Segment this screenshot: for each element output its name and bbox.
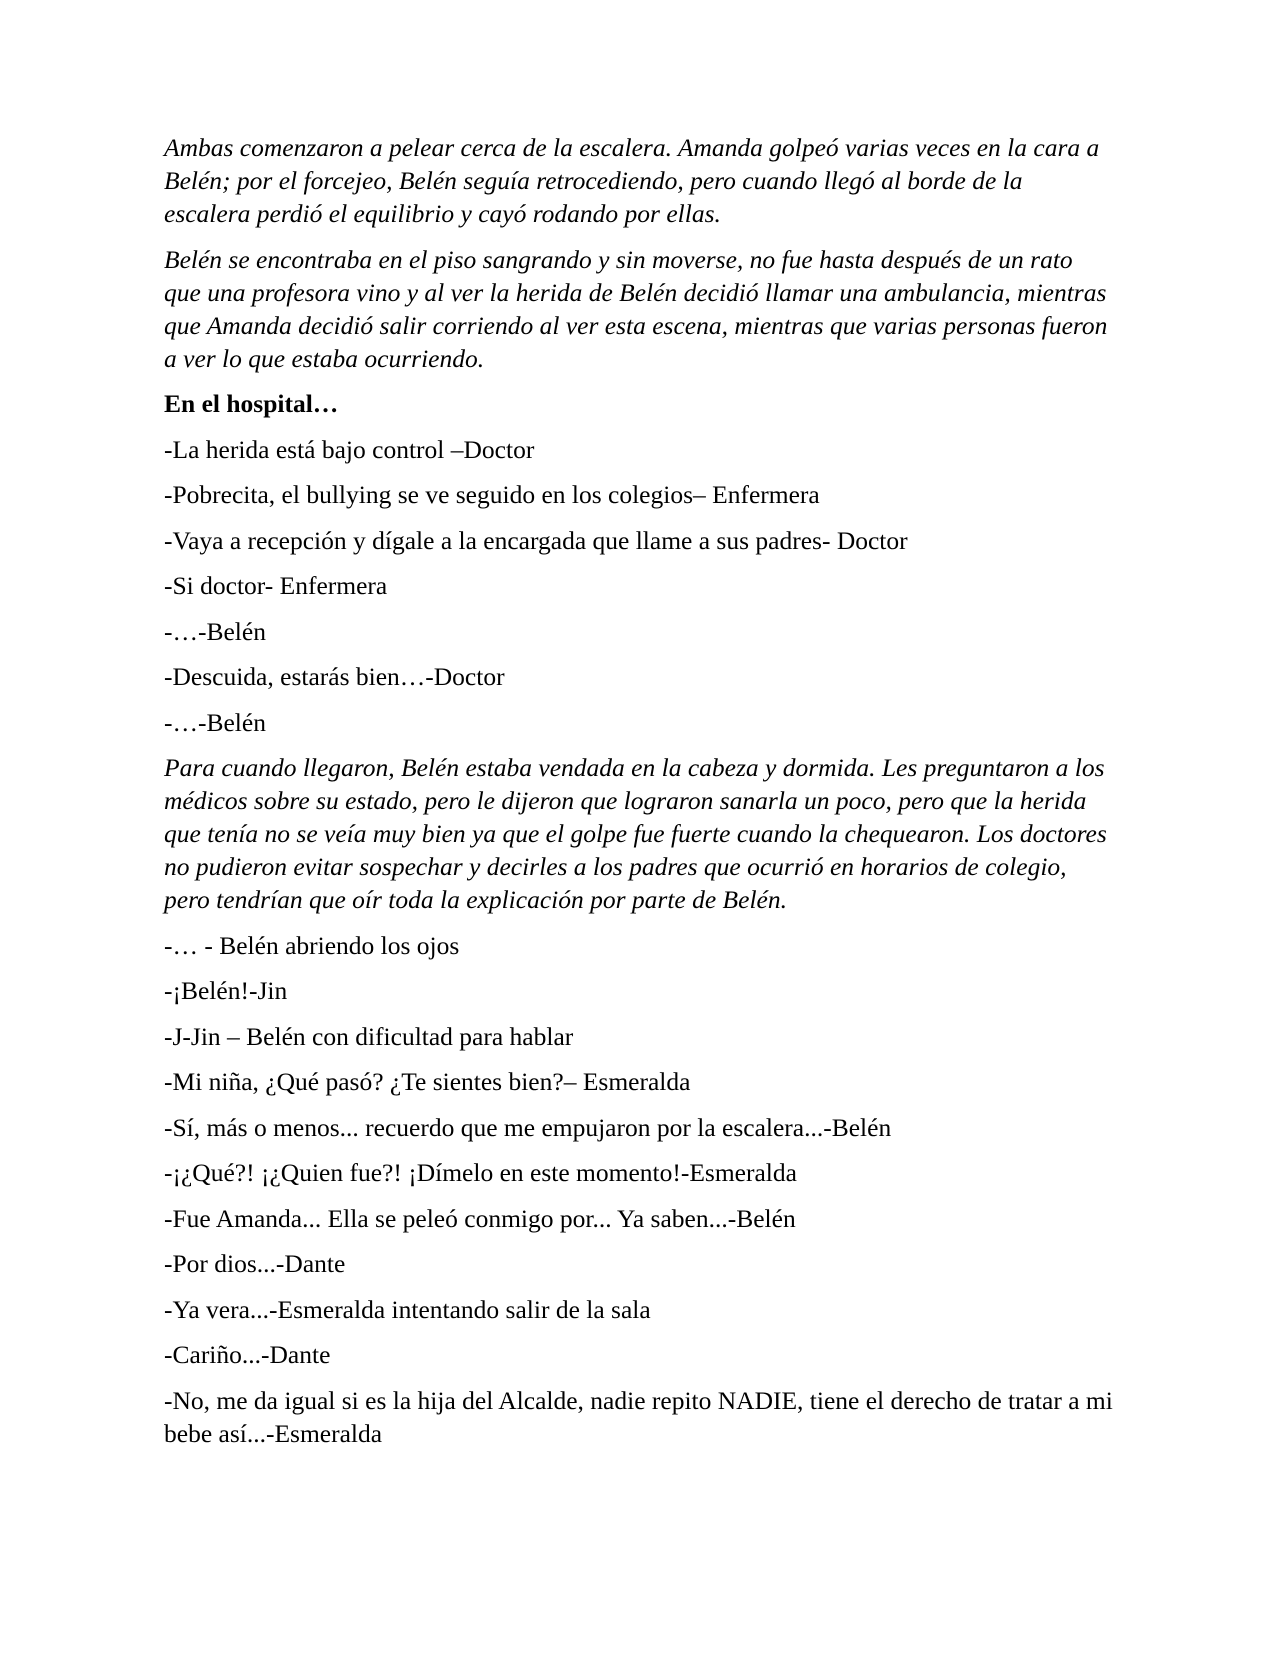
narration-paragraph: Belén se encontraba en el piso sangrando y sin moverse, no fue hasta después de un rato que una profesora vino y al ver la herida de Belén decidió llamar una ambulancia, mientras que Amanda decidió salir corriendo al ver esta escena, mientras que varias personas fueron a ver lo que estaba ocurriendo.: [164, 244, 1108, 373]
dialog-line: -¡Belén!-Jin: [164, 976, 288, 1005]
dialog-line: -Cariño...-Dante: [164, 1340, 331, 1369]
dialog-line: -…-Belén: [164, 707, 266, 737]
dialog-line: -No, me da igual si es la hija del Alcalde, nadie repito NADIE, tiene el derecho de tratar a mi bebe así...-Esmeralda: [164, 1385, 1113, 1448]
dialog-line: -J-Jin – Belén con dificultad para hablar: [164, 1021, 574, 1051]
dialog-line: -Fue Amanda... Ella se peleó conmigo por... Ya saben...-Belén: [164, 1203, 796, 1233]
dialog-line: -Por dios...-Dante: [164, 1249, 346, 1278]
narration-paragraph: Para cuando llegaron, Belén estaba vendada en la cabeza y dormida. Les preguntaron a los médicos sobre su estado, pero le dijeron que lograron sanarla un poco, pero que la herida que tenía no se veía muy bien ya que el golpe fue fuerte cuando la chequearon. Los doctores no pudieron evitar sospechar y decirles a los padres que ocurrió en horarios de colegio, pero tendrían que oír toda la explicación por parte de Belén.: [164, 753, 1107, 914]
section-heading: En el hospital…: [164, 389, 339, 418]
narration-paragraph: Ambas comenzaron a pelear cerca de la escalera. Amanda golpeó varias veces en la cara a Belén; por el forcejeo, Belén seguía retrocediendo, pero cuando llegó al borde de la escalera perdió el equilibrio y cayó rodando por ellas.: [164, 133, 1100, 228]
dialog-line: -Descuida, estarás bien…-Doctor: [164, 662, 505, 691]
dialog-line: -La herida está bajo control –Doctor: [164, 434, 535, 464]
dialog-line: -Mi niña, ¿Qué pasó? ¿Te sientes bien?– Esmeralda: [164, 1067, 691, 1096]
dialog-line: -¡¿Qué?! ¡¿Quien fue?! ¡Dímelo en este momento!-Esmeralda: [164, 1158, 797, 1187]
dialog-line: -Ya vera...-Esmeralda intentando salir de la sala: [164, 1294, 651, 1324]
dialog-line: -Sí, más o menos... recuerdo que me empujaron por la escalera...-Belén: [164, 1112, 892, 1142]
dialog-line: -Pobrecita, el bullying se ve seguido en los colegios– Enfermera: [164, 480, 820, 509]
dialog-line: -Si doctor- Enfermera: [164, 571, 388, 600]
dialog-line: -Vaya a recepción y dígale a la encargada que llame a sus padres- Doctor: [164, 525, 908, 555]
dialog-line: -… - Belén abriendo los ojos: [164, 930, 460, 960]
dialog-line: -…-Belén: [164, 616, 266, 646]
